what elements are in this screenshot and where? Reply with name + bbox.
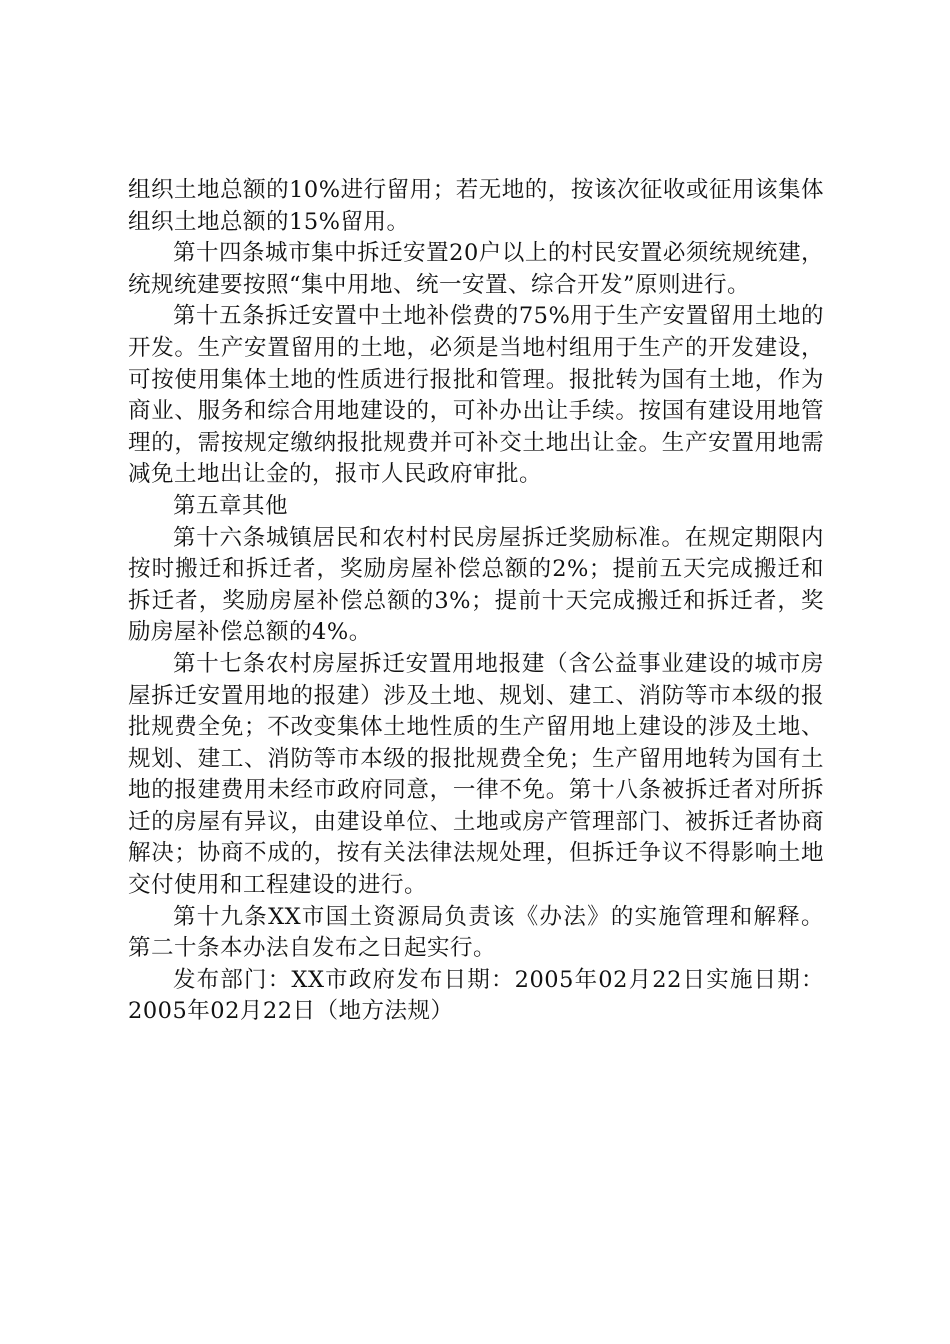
paragraph-article-15: 第十五条拆迁安置中土地补偿费的75%用于生产安置留用土地的开发。生产安置留用的土地，必须是当地村组用于生产的开发建设，可按使用集体土地的性质进行报批和管理。报批转为国有土地，作为商业、服务和综合用地建设的，可补办出让手续。按国有建设用地管理的，需按规定缴纳报批规费并可补交土地出让金。生产安置用地需减免土地出让金的，报市人民政府审批。 bbox=[128, 303, 824, 488]
document-body bbox=[128, 175, 824, 1028]
paragraph-article-14: 第十四条城市集中拆迁安置20户以上的村民安置必须统规统建，统规统建要按照“集中用地、统一安置、综合开发”原则进行。 bbox=[128, 240, 824, 298]
publication-info: 发布部门：XX市政府发布日期：2005年02月22日实施日期：2005年02月22日（地方法规） bbox=[128, 966, 824, 1025]
paragraph-article-16: 第十六条城镇居民和农村村民房屋拆迁奖励标准。在规定期限内按时搬迁和拆迁者，奖励房屋补偿总额的2%；提前五天完成搬迁和拆迁者，奖励房屋补偿总额的3%；提前十天完成搬迁和拆迁者，奖励房屋补偿总额的4%。 bbox=[128, 524, 824, 646]
chapter-heading: 第五章其他 bbox=[173, 492, 289, 519]
paragraph-article-19: 第十九条XX市国土资源局负责该《办法》的实施管理和解释。第二十条本办法自发布之日起实行。 bbox=[128, 903, 824, 962]
paragraph-continuation: 组织土地总额的10%进行留用；若无地的，按该次征收或征用该集体组织土地总额的15%留用。 bbox=[128, 177, 824, 235]
paragraph-article-17: 第十七条农村房屋拆迁安置用地报建（含公益事业建设的城市房屋拆迁安置用地的报建）涉及土地、规划、建工、消防等市本级的报批规费全免；不改变集体土地性质的生产留用地上建设的涉及土地、规划、建工、消防等市本级的报批规费全免；生产留用地转为国有土地的报建费用未经市政府同意，一律不免。第十八条被拆迁者对所拆迁的房屋有异议，由建设单位、土地或房产管理部门、被拆迁者协商解决；协商不成的，按有关法律法规处理，但拆迁争议不得影响土地交付使用和工程建设的进行。 bbox=[128, 650, 824, 899]
